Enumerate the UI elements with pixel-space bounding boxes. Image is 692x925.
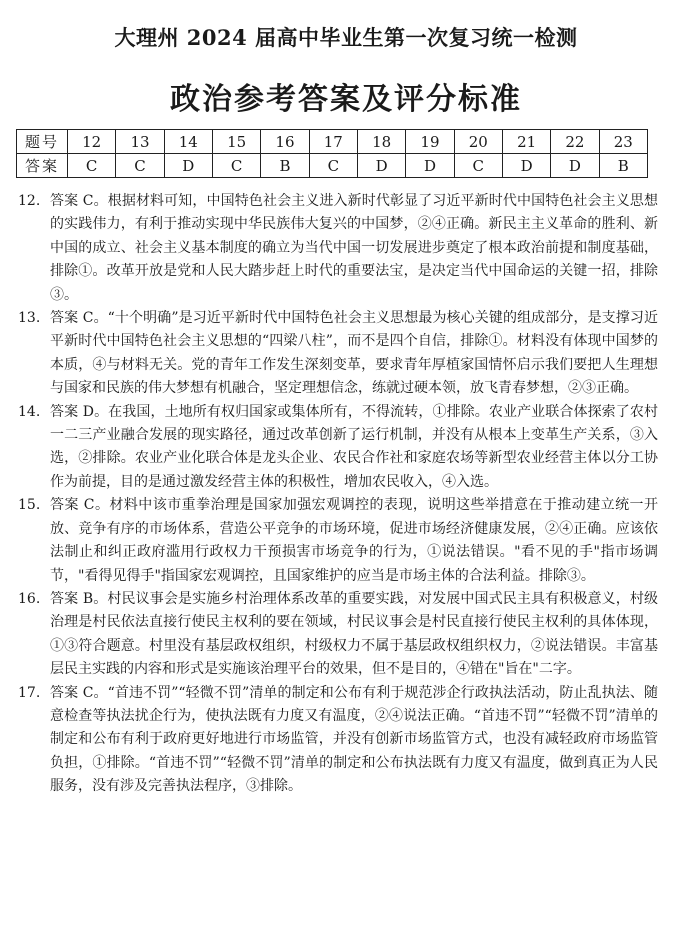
answer-cell: B xyxy=(261,154,309,178)
explanation-item xyxy=(18,682,658,799)
explanation-item xyxy=(18,307,658,401)
explanation-text: 答案 C。材料中该市重拳治理是国家加强宏观调控的表现，说明这些举措意在于推动建立统一开放、竞争有序的市场体系，营造公平竞争的市场环境，促进市场经济健康发展，②④正确。应该依法制止和纠正政府滥用行政权力干预损害市场竞争的行为，①说法错误。"看不见的手"指市场调节，"看得见得手"指国家宏观调控，且国家维护的应当是市场主体的合法利益。排除③。 xyxy=(50,497,658,584)
explanation-number: 14. xyxy=(18,403,41,420)
answer-cell: C xyxy=(116,154,164,178)
row-label-answer: 答案 xyxy=(17,154,68,178)
explanation-number: 12. xyxy=(18,193,41,209)
question-number-cell: 18 xyxy=(357,130,405,154)
answer-cell: D xyxy=(406,154,454,178)
document-title: 政治参考答案及评分标准 xyxy=(170,82,522,117)
answer-row xyxy=(17,154,648,178)
question-number-cell: 23 xyxy=(599,130,647,154)
explanations xyxy=(18,190,658,799)
explanation-text: 答案 C。根据材料可知，中国特色社会主义进入新时代彰显了习近平新时代中国特色社会主义思想的实践伟力，有利于推动实现中华民族伟大复兴的中国梦，②④正确。新民主主义革命的胜利、新中国的成立、社会主义基本制度的确立为当代中国一切发展进步奠定了根本政治前提和制度基础，排除①。改革开放是党和人民大踏步赶上时代的重要法宝，是决定当代中国命运的关键一招，排除③。 xyxy=(50,193,658,303)
question-number-cell: 20 xyxy=(454,130,502,154)
row-label-question: 题号 xyxy=(17,130,68,154)
question-number-cell: 17 xyxy=(309,130,357,154)
answer-cell: D xyxy=(502,154,550,178)
exam-title: 大理州 2024 届高中毕业生第一次复习统一检测 xyxy=(114,25,578,50)
explanation-item xyxy=(18,494,658,588)
question-number-cell: 15 xyxy=(212,130,260,154)
explanation-item xyxy=(18,190,658,307)
question-number-cell: 16 xyxy=(261,130,309,154)
question-number-row xyxy=(17,130,648,154)
answer-cell: C xyxy=(454,154,502,178)
explanation-item xyxy=(18,401,658,495)
explanation-text: 答案 B。村民议事会是实施乡村治理体系改革的重要实践，对发展中国式民主具有积极意义，村级治理是村民依法直接行使民主权利的要在领域，村民议事会是村民直接行使民主权利的具体体现，①③符合题意。村里没有基层政权组织，村级权力不属于基层政权组织权力，②说法错误。丰富基层民主实践的内容和形式是实施该治理平台的效果，但不是目的，④错在"旨在"二字。 xyxy=(50,590,658,678)
answer-cell: C xyxy=(212,154,260,178)
explanation-number: 13. xyxy=(18,310,41,327)
explanation-number: 17. xyxy=(18,684,41,701)
answer-cell: D xyxy=(551,154,599,178)
answer-cell: B xyxy=(599,154,647,178)
explanation-text: 答案 D。在我国，土地所有权归国家或集体所有，不得流转，①排除。农业产业联合体探索了农村一二三产业融合发展的现实路径，通过改革创新了运行机制，并没有从根本上变革生产关系，③入选，②排除。农业产业化联合体是龙头企业、农民合作社和家庭农场等新型农业经营主体以分工协作为前提，目的是通过激发经营主体的积极性，增加农民收入，④入选。 xyxy=(50,403,658,490)
explanation-number: 16. xyxy=(18,590,41,607)
answer-cell: D xyxy=(164,154,212,178)
answer-cell: C xyxy=(68,154,116,178)
question-number-cell: 21 xyxy=(502,130,550,154)
explanation-item xyxy=(18,588,658,682)
explanation-text: 答案 C。“十个明确”是习近平新时代中国特色社会主义思想最为核心关键的组成部分，是支撑习近平新时代中国特色社会主义思想的“四梁八柱”，而不是四个自信，排除①。材料没有体现中国梦的本质，④与材料无关。党的青年工作发生深刻变革，要求青年厚植家国情怀启示我们要把人生理想与国家和民族的伟大梦想有机融合，坚定理想信念，练就过硬本领，放飞青春梦想，②③正确。 xyxy=(50,310,658,397)
answer-cell: D xyxy=(357,154,405,178)
question-number-cell: 12 xyxy=(68,130,116,154)
question-number-cell: 13 xyxy=(116,130,164,154)
question-number-cell: 14 xyxy=(164,130,212,154)
question-number-cell: 22 xyxy=(551,130,599,154)
answer-cell: C xyxy=(309,154,357,178)
question-number-cell: 19 xyxy=(406,130,454,154)
explanation-text: 答案 C。“首违不罚”“轻微不罚”清单的制定和公布有利于规范涉企行政执法活动，防止乱执法、随意检查等执法扰企行为，使执法既有力度又有温度，②④说法正确。“首违不罚”“轻微不罚”清单的制定和公布有利于政府更好地进行市场监管，并没有创新市场监管方式，也没有减轻政府市场监管负担，①排除。“首违不罚”“轻微不罚”清单的制定和公布执法既有力度又有温度，做到真正为人民服务，没有涉及完善执法程序，③排除。 xyxy=(50,684,658,795)
answer-table xyxy=(16,129,648,178)
explanation-number: 15. xyxy=(18,497,41,514)
